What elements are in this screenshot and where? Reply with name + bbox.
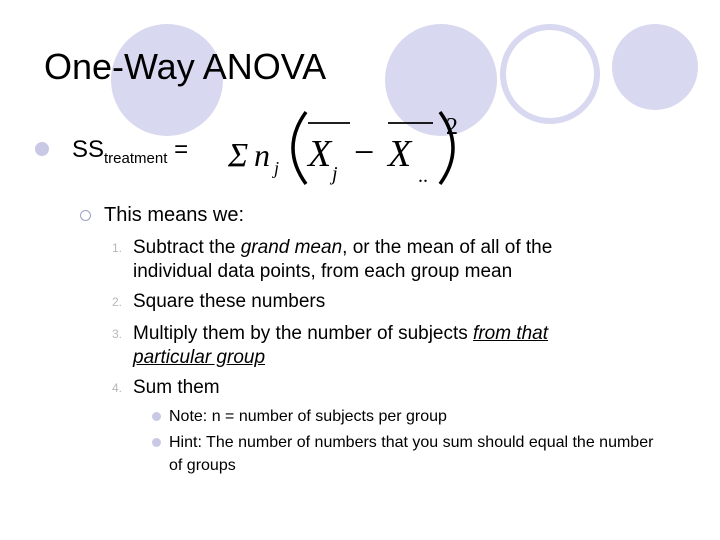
x-grand-symbol: X <box>388 133 412 175</box>
ss-subscript: treatment <box>104 150 168 167</box>
ring-bullet-icon <box>80 210 91 221</box>
step-number: 4. <box>112 381 123 395</box>
subheading: This means we: <box>104 204 245 226</box>
bullet-dot-icon <box>152 412 161 421</box>
ss-treatment-label <box>72 136 188 167</box>
exponent-2: 2 <box>446 114 458 140</box>
step-number: 2. <box>112 295 123 309</box>
decor-ring-1 <box>500 24 600 124</box>
x-j-symbol: X <box>308 133 332 175</box>
equals-sign: = <box>174 136 189 163</box>
ss-treatment-formula <box>228 108 468 188</box>
step-number: 3. <box>112 327 123 341</box>
minus-sign: − <box>354 132 375 172</box>
slide-title: One-Way ANOVA <box>44 46 327 87</box>
n-symbol: n <box>254 137 270 173</box>
n-subscript: j <box>274 158 280 178</box>
grand-mean-term: grand mean <box>240 237 343 258</box>
ss-text: SS <box>72 136 105 163</box>
bullet-dot-icon <box>35 142 49 156</box>
sigma-symbol: Σ <box>228 137 249 174</box>
step-number: 1. <box>112 241 123 255</box>
bullet-dot-icon <box>152 438 161 447</box>
left-paren <box>293 112 306 184</box>
x-grand-subscript: .. <box>418 165 428 187</box>
particular-group-term: from that particular group <box>133 323 549 368</box>
decor-circle-3 <box>612 24 698 110</box>
x-j-subscript: j <box>332 163 338 185</box>
